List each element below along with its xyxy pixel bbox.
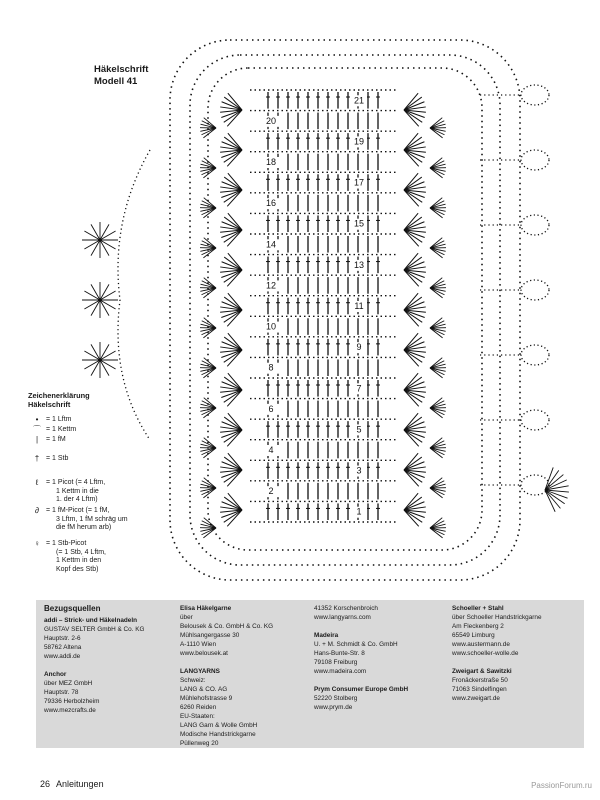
row-number-label: 10 <box>265 321 277 332</box>
row-number-label: 2 <box>268 486 274 497</box>
sources-column-4 <box>452 604 542 703</box>
source-line: Mühlehofstrasse 9 <box>180 695 233 702</box>
source-line: 71063 Sindelfingen <box>452 686 507 693</box>
source-line: U. + M. Schmidt & Co. GmbH <box>314 641 398 648</box>
row-number-label: 19 <box>353 136 365 147</box>
slip-stitch-icon: ⌒ <box>33 425 41 434</box>
picot-loop <box>521 85 549 105</box>
chain-stitch-icon: • <box>35 415 39 424</box>
source-line <box>314 676 408 685</box>
source-name: Madeira <box>314 632 339 639</box>
source-line: www.madeira.com <box>314 668 367 675</box>
page-footer <box>40 779 104 789</box>
source-name: addi – Strick- und Häkelnadeln <box>44 617 138 624</box>
row-number-label: 21 <box>353 95 365 106</box>
legend-text: = 1 Lftm <box>46 416 72 423</box>
source-line: Hans-Bunte-Str. 8 <box>314 650 365 657</box>
double-crochet-icon: † <box>34 454 40 463</box>
legend-heading: Zeichenerklärung <box>28 391 90 400</box>
row-number-label: 8 <box>268 362 274 373</box>
row-number-label: 6 <box>268 403 274 414</box>
source-line: Am Fleckenberg 2 <box>452 623 504 630</box>
source-line: Modische Handstrickgarne <box>180 731 256 738</box>
legend-text: = 1 Stb-Picot (= 1 Stb, 4 Lftm, 1 Kettm in den Kopf des Stb) <box>46 540 106 573</box>
row-number-label: 20 <box>265 115 277 126</box>
source-line: Mühlsangergasse 30 <box>180 632 240 639</box>
source-line: LANG Garn & Wolle GmbH <box>180 722 258 729</box>
legend-item <box>28 540 146 574</box>
source-line: Fronäckerstraße 50 <box>452 677 508 684</box>
legend-item <box>28 507 146 533</box>
legend-text: = 1 Stb <box>46 455 69 462</box>
chart-title-line2: Modell 41 <box>94 76 138 87</box>
legend-item <box>28 426 146 435</box>
row-number-label: 7 <box>356 383 362 394</box>
source-line: www.langyarns.com <box>314 614 371 621</box>
source-line: 79336 Herbolzheim <box>44 698 100 705</box>
chart-title-line1: Häkelschrift <box>94 64 149 75</box>
stb-picot-icon: ♀ <box>34 539 40 548</box>
sources-column-3 <box>314 604 408 712</box>
row-number-label: 5 <box>356 424 362 435</box>
source-name: LANGYARNS <box>180 668 220 675</box>
legend-item <box>28 416 146 425</box>
legend-text: = 1 fM <box>46 436 66 443</box>
source-line: 79108 Freiburg <box>314 659 358 666</box>
source-line <box>44 661 145 670</box>
dotted-ring <box>208 68 482 550</box>
legend-item <box>28 455 146 464</box>
row-number-label: 1 <box>356 506 362 517</box>
sources-heading: Bezugsquellen <box>44 604 101 613</box>
source-line: LANG & CO. AG <box>180 686 228 693</box>
source-line: www.mezcrafts.de <box>44 707 96 714</box>
source-line: A-1110 Wien <box>180 641 216 648</box>
dotted-ring <box>170 40 520 580</box>
row-number-label: 16 <box>265 198 277 209</box>
row-number-label: 15 <box>353 218 365 229</box>
legend-text: = 1 Kettm <box>46 426 77 433</box>
legend-text: = 1 Picot (= 4 Lftm, 1 Kettm in die 1. der 4 Lftm) <box>46 479 106 504</box>
source-line: 52220 Stolberg <box>314 695 358 702</box>
source-line: www.addi.de <box>44 653 81 660</box>
source-line: Schweiz: <box>180 677 206 684</box>
source-line: EU-Staaten: <box>180 713 215 720</box>
source-line: www.zweigart.de <box>452 695 500 702</box>
source-name: Prym Consumer Europe GmbH <box>314 686 409 693</box>
source-line: www.schoeller-wolle.de <box>452 650 519 657</box>
source-line <box>452 658 542 667</box>
picot-loop <box>521 345 549 365</box>
row-number-label: 13 <box>353 259 365 270</box>
chart-title <box>94 64 148 88</box>
source-line <box>180 658 273 667</box>
fm-picot-icon: ∂ <box>35 506 39 515</box>
source-line: Hauptstr. 78 <box>44 689 79 696</box>
source-line: Hauptstr. 2-6 <box>44 635 81 642</box>
source-line: Belousek & Co. GmbH & Co. KG <box>180 623 274 630</box>
sources-box <box>36 600 584 748</box>
picot-loop <box>521 410 549 430</box>
row-number-label: 3 <box>356 465 362 476</box>
source-line <box>314 622 408 631</box>
source-line: über Schoeller Handstrickgarne <box>452 614 542 621</box>
row-number-label: 4 <box>268 445 274 455</box>
row-number-label: 9 <box>356 342 362 353</box>
source-line: über <box>180 614 193 621</box>
section-name: Anleitungen <box>56 779 104 789</box>
legend-item <box>28 436 146 445</box>
source-line: www.prym.de <box>314 704 353 711</box>
picot-loop <box>521 150 549 170</box>
source-name: Anchor <box>44 671 67 678</box>
legend-subheading: Häkelschrift <box>28 399 71 409</box>
page-number: 26 <box>40 779 51 789</box>
legend-text: = 1 fM-Picot (= 1 fM, 3 Lftm, 1 fM schräg um die fM herum arb) <box>46 507 128 532</box>
legend-item <box>28 479 146 505</box>
source-line: über MEZ GmbH <box>44 680 93 687</box>
row-number-label: 17 <box>353 177 365 188</box>
source-line: 65549 Limburg <box>452 632 495 639</box>
picot-loop <box>521 280 549 300</box>
source-line: www.austermann.de <box>452 641 510 648</box>
source-line: 41352 Korschenbroich <box>314 605 378 612</box>
source-name: Elisa Häkelgarne <box>180 605 232 612</box>
source-line: 6260 Reiden <box>180 704 217 711</box>
source-line: GUSTAV SELTER GmbH & Co. KG <box>44 626 145 633</box>
single-crochet-icon: | <box>35 435 39 444</box>
sources-column-2 <box>180 604 273 748</box>
source-line: Püllenweg 20 <box>180 740 219 747</box>
source-line: www.belousek.at <box>180 650 228 657</box>
picot-icon: ℓ <box>35 478 39 487</box>
row-number-label: 11 <box>354 301 364 311</box>
watermark: PassionForum.ru <box>531 781 592 790</box>
row-number-label: 14 <box>265 239 277 250</box>
row-number-label: 12 <box>265 280 277 291</box>
source-line: 58762 Altena <box>44 644 82 651</box>
row-number-label: 18 <box>265 157 277 167</box>
sources-column-1 <box>44 616 145 715</box>
picot-loop <box>521 215 549 235</box>
source-name: Zweigart & Sawitzki <box>452 668 512 675</box>
source-name: Schoeller + Stahl <box>452 605 504 612</box>
picot-loop <box>521 475 549 495</box>
legend <box>28 391 148 573</box>
